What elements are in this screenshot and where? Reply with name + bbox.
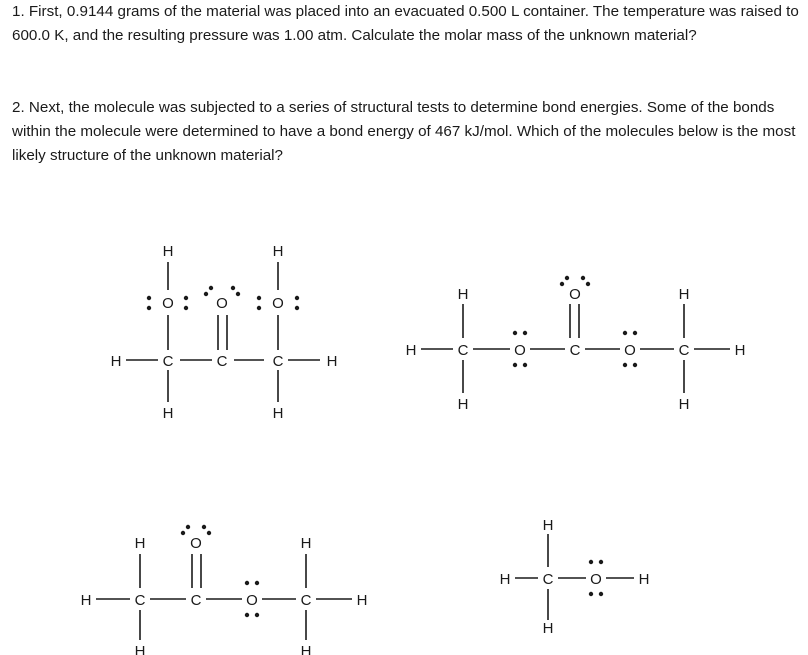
atom-h: H [272,405,284,422]
atom-c: C [300,592,312,609]
atom-o: O [514,342,526,359]
atom-h: H [300,535,312,552]
atom-c: C [457,342,469,359]
atom-c: C [272,353,284,370]
atom-o: O [272,295,284,312]
atom-h: H [678,396,690,413]
atom-o: O [190,535,202,552]
atom-h: H [356,592,368,609]
atom-h: H [499,571,511,588]
atom-h: H [80,592,92,609]
atom-c: C [162,353,174,370]
atom-h: H [162,243,174,260]
atom-h: H [542,517,554,534]
atom-o: O [624,342,636,359]
atom-o: O [569,286,581,303]
atom-h: H [300,643,312,655]
atom-h: H [272,243,284,260]
atom-h: H [542,620,554,637]
atom-h: H [405,342,417,359]
question-1-text: First, 0.9144 grams of the material was placed into an evacuated 0.500 L container. The temperature was raised to 600.0 K, and the resulting pressure was 1.00 atm. Calculate the molar mass of the unknown material? [12,3,799,44]
atom-c: C [678,342,690,359]
atom-o: O [216,295,228,312]
question-1-number: 1. [12,3,25,20]
atom-h: H [326,353,338,370]
atom-o: O [590,571,602,588]
question-2-number: 2. [12,99,25,116]
atom-h: H [457,286,469,303]
atom-h: H [110,353,122,370]
atom-c: C [134,592,146,609]
atom-h: H [638,571,650,588]
question-2-text: Next, the molecule was subjected to a series of structural tests to determine bond energies. Some of the bonds within the molecule were determined to have a bond energy of 467 kJ/mol. Which of the molecules below is the most likely structure of the unknown material? [12,99,796,164]
atom-h: H [134,535,146,552]
atom-c: C [542,571,554,588]
atom-h: H [134,643,146,655]
atom-h: H [678,286,690,303]
atom-h: H [162,405,174,422]
atom-c: C [216,353,228,370]
atom-c: C [190,592,202,609]
atom-h: H [734,342,746,359]
atom-o: O [246,592,258,609]
atom-o: O [162,295,174,312]
atom-c: C [569,342,581,359]
atom-h: H [457,396,469,413]
